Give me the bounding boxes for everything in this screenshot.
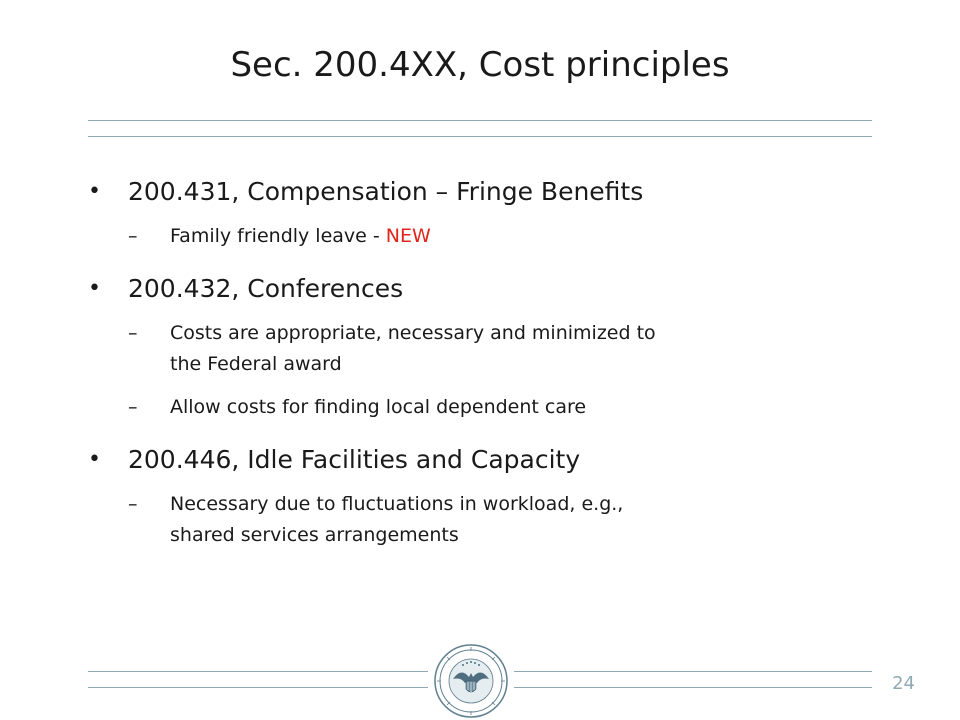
sub-bullet-item (88, 318, 848, 380)
bullet-text: 200.431, Compensation – Fringe Benefits (128, 177, 644, 206)
sub-bullet-text: Necessary due to fluctuations in workload, e.g., (170, 493, 624, 515)
bullet-item (88, 443, 848, 477)
bullet-item (88, 175, 848, 209)
sub-bullet-marker: – (128, 322, 138, 344)
sub-bullet-marker: – (128, 493, 138, 515)
sub-bullet-item (88, 489, 848, 551)
new-highlight: NEW (385, 225, 431, 247)
slide-title: Sec. 200.4XX, Cost principles (230, 45, 730, 85)
sub-bullet-text-cont: the Federal award (170, 353, 342, 375)
bullet-text: 200.432, Conferences (128, 274, 404, 303)
footer-rule-top-left (88, 671, 428, 672)
sub-bullet-marker: – (128, 396, 138, 418)
bullet-text: 200.446, Idle Facilities and Capacity (128, 445, 581, 474)
sub-bullet-text-cont: shared services arrangements (170, 524, 459, 546)
title-rule-top (88, 120, 872, 121)
title-rule-bottom (88, 136, 872, 137)
footer-rule-bottom-right (514, 687, 872, 688)
footer-rule-bottom-left (88, 687, 428, 688)
sub-bullet-item (88, 392, 848, 423)
footer-rule-top-right (514, 671, 872, 672)
sub-bullet-text: Allow costs for finding local dependent care (170, 396, 587, 418)
slide-content (88, 175, 848, 551)
sub-bullet-marker: – (128, 225, 138, 247)
sub-bullet-text: Costs are appropriate, necessary and minimized to (170, 322, 656, 344)
sub-bullet-item (88, 221, 848, 252)
sub-bullet-text: Family friendly leave - (170, 225, 386, 247)
page-number: 24 (892, 673, 915, 694)
bullet-item (88, 272, 848, 306)
executive-office-seal-icon (433, 643, 509, 719)
